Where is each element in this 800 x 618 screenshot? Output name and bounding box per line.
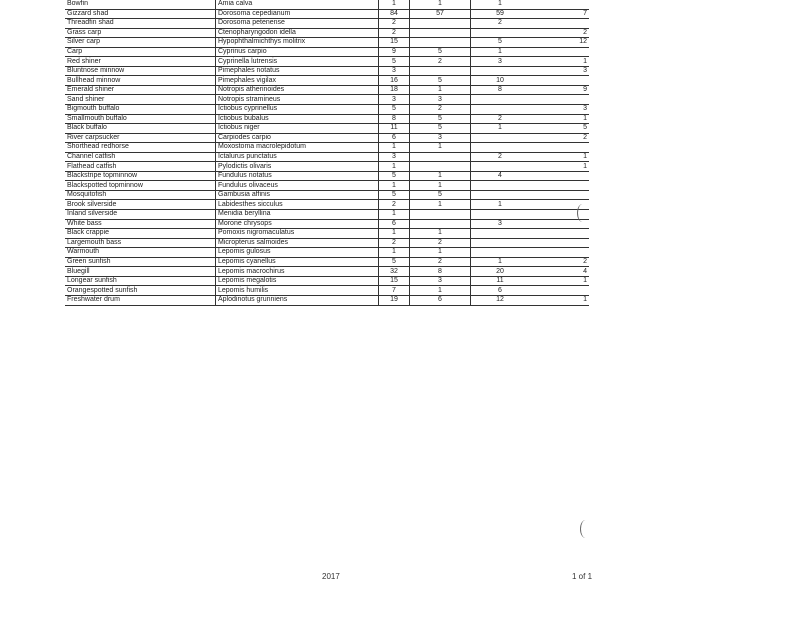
count-col-4: 1: [529, 276, 589, 286]
count-col-3: 20: [471, 267, 530, 277]
count-col-2: 3: [410, 133, 471, 143]
count-col-3: [471, 105, 530, 115]
species-scientific-name: Gambusia affinis: [216, 190, 379, 200]
count-col-2: 2: [410, 257, 471, 267]
count-col-3: [471, 143, 530, 153]
table-row: [65, 76, 589, 86]
species-scientific-name: Ictiobus niger: [216, 124, 379, 134]
species-common-name: Emerald shiner: [65, 85, 216, 95]
species-scientific-name: Moxostoma macrolepidotum: [216, 143, 379, 153]
table-row: [65, 248, 589, 258]
table-row: [65, 219, 589, 229]
count-col-2: 57: [410, 9, 471, 19]
count-col-4: 2: [529, 133, 589, 143]
species-scientific-name: Lepomis gulosus: [216, 248, 379, 258]
species-table: [65, 0, 589, 306]
count-col-3: 59: [471, 9, 530, 19]
species-common-name: Silver carp: [65, 38, 216, 48]
count-col-3: [471, 190, 530, 200]
count-total: 2: [379, 28, 410, 38]
table-row: [65, 66, 589, 76]
count-col-2: [410, 210, 471, 220]
species-scientific-name: Notropis atherinoides: [216, 85, 379, 95]
count-col-2: 1: [410, 143, 471, 153]
table-row: [65, 238, 589, 248]
count-col-3: 10: [471, 76, 530, 86]
species-common-name: Black buffalo: [65, 124, 216, 134]
count-col-3: 12: [471, 295, 530, 305]
count-col-3: 3: [471, 57, 530, 67]
count-col-2: [410, 28, 471, 38]
count-total: 1: [379, 229, 410, 239]
count-total: 5: [379, 105, 410, 115]
count-total: 6: [379, 133, 410, 143]
count-total: 16: [379, 76, 410, 86]
species-scientific-name: Cyprinus carpio: [216, 47, 379, 57]
species-scientific-name: Cyprinella lutrensis: [216, 57, 379, 67]
table-row: [65, 276, 589, 286]
species-common-name: Carp: [65, 47, 216, 57]
count-total: 1: [379, 210, 410, 220]
table-row: [65, 95, 589, 105]
count-col-3: [471, 238, 530, 248]
count-col-4: [529, 286, 589, 296]
count-col-3: [471, 28, 530, 38]
species-scientific-name: Dorosoma cepedianum: [216, 9, 379, 19]
table-row: [65, 47, 589, 57]
species-common-name: Channel catfish: [65, 152, 216, 162]
count-col-2: 3: [410, 95, 471, 105]
count-col-3: 1: [471, 124, 530, 134]
species-common-name: Threadfin shad: [65, 19, 216, 29]
count-total: 3: [379, 95, 410, 105]
count-col-3: [471, 248, 530, 258]
count-col-3: 2: [471, 152, 530, 162]
count-col-4: [529, 238, 589, 248]
count-col-2: 1: [410, 85, 471, 95]
species-common-name: Black crappie: [65, 229, 216, 239]
count-col-2: [410, 162, 471, 172]
count-col-3: [471, 162, 530, 172]
count-col-4: 3: [529, 66, 589, 76]
species-common-name: Grass carp: [65, 28, 216, 38]
table-row: [65, 85, 589, 95]
count-col-3: 8: [471, 85, 530, 95]
table-row: [65, 38, 589, 48]
species-scientific-name: Ictiobus bubalus: [216, 114, 379, 124]
count-col-2: 2: [410, 105, 471, 115]
species-scientific-name: Pimephales notatus: [216, 66, 379, 76]
count-total: 1: [379, 0, 410, 9]
count-col-2: [410, 38, 471, 48]
species-common-name: River carpsucker: [65, 133, 216, 143]
count-col-3: 6: [471, 286, 530, 296]
count-col-4: 12: [529, 38, 589, 48]
species-scientific-name: Dorosoma petenense: [216, 19, 379, 29]
count-col-4: [529, 229, 589, 239]
count-col-4: [529, 19, 589, 29]
species-common-name: Sand shiner: [65, 95, 216, 105]
count-total: 5: [379, 57, 410, 67]
count-col-3: 1: [471, 200, 530, 210]
count-col-2: 1: [410, 181, 471, 191]
count-col-3: 2: [471, 19, 530, 29]
count-col-2: [410, 219, 471, 229]
table-row: [65, 210, 589, 220]
table-row: [65, 267, 589, 277]
count-col-3: 1: [471, 257, 530, 267]
count-col-4: [529, 0, 589, 9]
table-row: [65, 114, 589, 124]
count-col-4: [529, 76, 589, 86]
count-total: 7: [379, 286, 410, 296]
species-scientific-name: Morone chrysops: [216, 219, 379, 229]
species-common-name: Bowfin: [65, 0, 216, 9]
species-rows: [65, 0, 589, 305]
count-col-4: 9: [529, 85, 589, 95]
count-total: 5: [379, 171, 410, 181]
count-col-2: [410, 66, 471, 76]
count-total: 3: [379, 152, 410, 162]
species-scientific-name: Carpiodes carpio: [216, 133, 379, 143]
species-common-name: Bigmouth buffalo: [65, 105, 216, 115]
species-scientific-name: Lepomis cyanellus: [216, 257, 379, 267]
species-common-name: Green sunfish: [65, 257, 216, 267]
count-total: 5: [379, 190, 410, 200]
count-col-2: 2: [410, 57, 471, 67]
species-scientific-name: Ictalurus punctatus: [216, 152, 379, 162]
count-col-2: [410, 19, 471, 29]
count-col-4: 1: [529, 57, 589, 67]
species-common-name: Mosquitofish: [65, 190, 216, 200]
table-row: [65, 190, 589, 200]
count-total: 18: [379, 85, 410, 95]
count-col-2: 1: [410, 229, 471, 239]
count-col-2: 1: [410, 171, 471, 181]
table-row: [65, 152, 589, 162]
count-col-3: 3: [471, 219, 530, 229]
species-scientific-name: Lepomis macrochirus: [216, 267, 379, 277]
species-scientific-name: Lepomis megalotis: [216, 276, 379, 286]
table-row: [65, 257, 589, 267]
species-scientific-name: Ctenopharyngodon idella: [216, 28, 379, 38]
count-total: 1: [379, 248, 410, 258]
species-common-name: Red shiner: [65, 57, 216, 67]
table-row: [65, 105, 589, 115]
species-common-name: Shorthead redhorse: [65, 143, 216, 153]
count-col-2: 1: [410, 248, 471, 258]
count-col-2: 5: [410, 47, 471, 57]
species-scientific-name: Labidesthes sicculus: [216, 200, 379, 210]
count-col-4: [529, 143, 589, 153]
count-col-4: [529, 171, 589, 181]
count-col-2: 5: [410, 190, 471, 200]
count-total: 9: [379, 47, 410, 57]
count-total: 6: [379, 219, 410, 229]
count-col-4: [529, 181, 589, 191]
table-row: [65, 162, 589, 172]
count-col-2: 5: [410, 124, 471, 134]
species-common-name: Flathead catfish: [65, 162, 216, 172]
count-col-2: 5: [410, 76, 471, 86]
species-common-name: Longear sunfish: [65, 276, 216, 286]
count-total: 2: [379, 19, 410, 29]
count-total: 15: [379, 38, 410, 48]
species-scientific-name: Aplodinotus grunniens: [216, 295, 379, 305]
count-col-4: 1: [529, 162, 589, 172]
count-col-4: 2: [529, 28, 589, 38]
count-col-3: 1: [471, 47, 530, 57]
count-col-3: 1: [471, 0, 530, 9]
count-col-2: 1: [410, 200, 471, 210]
count-total: 3: [379, 66, 410, 76]
count-col-3: [471, 66, 530, 76]
table-row: [65, 9, 589, 19]
species-scientific-name: Fundulus notatus: [216, 171, 379, 181]
count-col-4: [529, 248, 589, 258]
species-common-name: Smallmouth buffalo: [65, 114, 216, 124]
count-col-4: [529, 95, 589, 105]
table-row: [65, 171, 589, 181]
count-col-4: 1: [529, 152, 589, 162]
species-common-name: Blackstripe topminnow: [65, 171, 216, 181]
species-common-name: Blackspotted topminnow: [65, 181, 216, 191]
count-col-3: [471, 229, 530, 239]
table-row: [65, 133, 589, 143]
count-col-4: 1: [529, 114, 589, 124]
count-col-2: [410, 152, 471, 162]
species-scientific-name: Hypophthalmichthys molitrix: [216, 38, 379, 48]
count-total: 8: [379, 114, 410, 124]
count-total: 84: [379, 9, 410, 19]
species-common-name: Largemouth bass: [65, 238, 216, 248]
count-total: 1: [379, 181, 410, 191]
count-col-3: 4: [471, 171, 530, 181]
table-row: [65, 0, 589, 9]
table-row: [65, 229, 589, 239]
table-row: [65, 286, 589, 296]
count-col-3: 11: [471, 276, 530, 286]
species-common-name: Warmouth: [65, 248, 216, 258]
species-common-name: White bass: [65, 219, 216, 229]
species-scientific-name: Lepomis humilis: [216, 286, 379, 296]
count-col-4: 3: [529, 105, 589, 115]
count-col-2: 3: [410, 276, 471, 286]
species-common-name: Freshwater drum: [65, 295, 216, 305]
count-col-2: 1: [410, 286, 471, 296]
count-total: 5: [379, 257, 410, 267]
count-col-2: 5: [410, 114, 471, 124]
count-col-4: 4: [529, 267, 589, 277]
count-total: 11: [379, 124, 410, 134]
count-total: 15: [379, 276, 410, 286]
table-row: [65, 181, 589, 191]
count-col-3: [471, 95, 530, 105]
count-col-4: [529, 47, 589, 57]
table-row: [65, 143, 589, 153]
table-row: [65, 200, 589, 210]
count-col-4: 5: [529, 124, 589, 134]
table-row: [65, 28, 589, 38]
count-total: 2: [379, 238, 410, 248]
count-total: 1: [379, 162, 410, 172]
scan-mark: [577, 204, 588, 222]
count-total: 19: [379, 295, 410, 305]
species-scientific-name: Fundulus olivaceus: [216, 181, 379, 191]
count-total: 2: [379, 200, 410, 210]
footer-year: 2017: [322, 572, 340, 581]
footer-page-number: 1 of 1: [572, 572, 593, 581]
count-col-4: 2: [529, 257, 589, 267]
count-total: 32: [379, 267, 410, 277]
species-common-name: Orangespotted sunfish: [65, 286, 216, 296]
species-scientific-name: Pimephales vigilax: [216, 76, 379, 86]
species-common-name: Gizzard shad: [65, 9, 216, 19]
species-scientific-name: Menidia beryllina: [216, 210, 379, 220]
count-col-3: [471, 133, 530, 143]
species-scientific-name: Ictiobus cyprinellus: [216, 105, 379, 115]
species-common-name: Brook silverside: [65, 200, 216, 210]
count-col-2: 8: [410, 267, 471, 277]
count-total: 1: [379, 143, 410, 153]
species-common-name: Bluegill: [65, 267, 216, 277]
species-scientific-name: Micropterus salmoides: [216, 238, 379, 248]
count-col-2: 1: [410, 0, 471, 9]
count-col-3: [471, 181, 530, 191]
species-scientific-name: Amia calva: [216, 0, 379, 9]
count-col-3: 5: [471, 38, 530, 48]
species-scientific-name: Pylodictis olivaris: [216, 162, 379, 172]
scan-mark: [580, 520, 591, 538]
count-col-3: [471, 210, 530, 220]
species-common-name: Bluntnose minnow: [65, 66, 216, 76]
count-col-4: 7: [529, 9, 589, 19]
species-common-name: Inland silverside: [65, 210, 216, 220]
species-scientific-name: Notropis stramineus: [216, 95, 379, 105]
count-col-4: [529, 190, 589, 200]
table-row: [65, 19, 589, 29]
count-col-3: 2: [471, 114, 530, 124]
table-row: [65, 124, 589, 134]
table-row: [65, 295, 589, 305]
species-common-name: Bullhead minnow: [65, 76, 216, 86]
table-row: [65, 57, 589, 67]
count-col-2: 6: [410, 295, 471, 305]
count-col-4: 1: [529, 295, 589, 305]
species-scientific-name: Pomoxis nigromaculatus: [216, 229, 379, 239]
count-col-2: 2: [410, 238, 471, 248]
